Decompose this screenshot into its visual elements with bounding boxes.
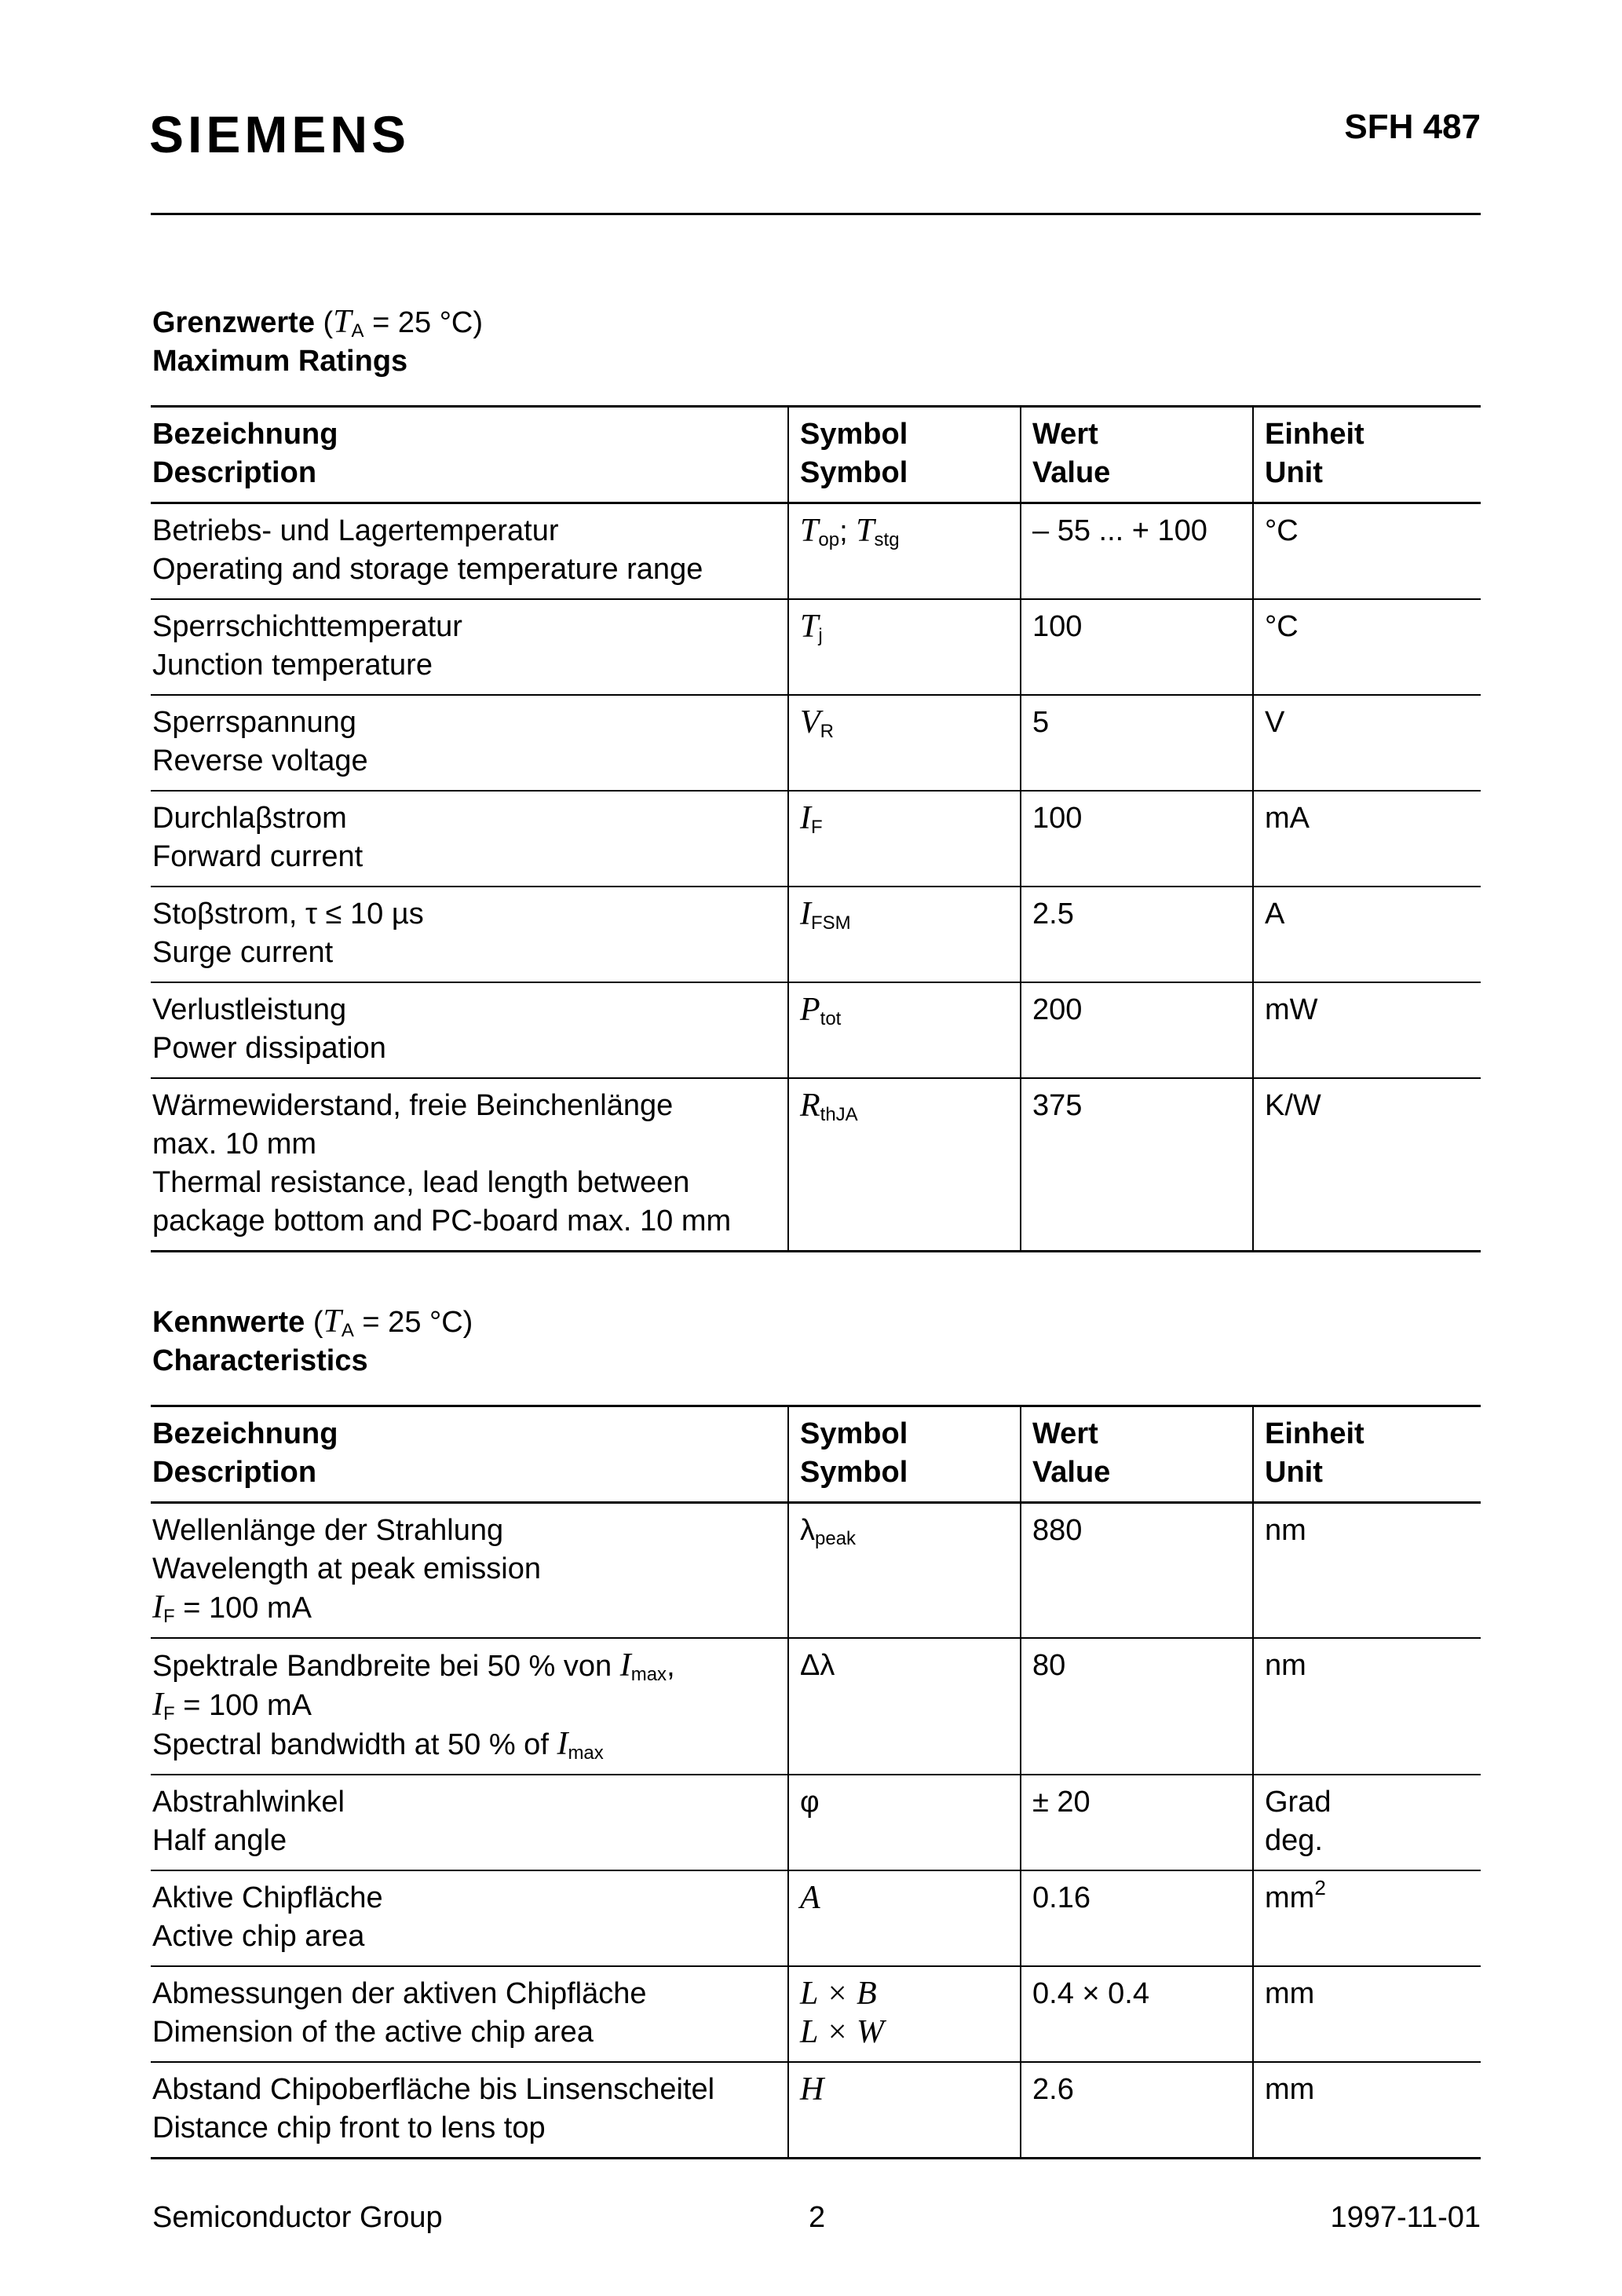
table-row: Aktive Chipfläche Active chip area A 0.16 $mm^2$ <box>151 1870 1481 1966</box>
col-value: Wert Value <box>1021 407 1253 503</box>
table-row: Abstand Chipoberfläche bis Linsenscheitel Distance chip front to lens top H 2.6 mm <box>151 2062 1481 2159</box>
col-description: Bezeichnung Description <box>152 1417 338 1489</box>
footer-page-number: 2 <box>809 2201 826 2234</box>
table-row: Stoβstrom, τ ≤ 10 µs Surge current $I_{FSM}$ 2.5 A <box>151 887 1481 982</box>
table-row: Abmessungen der aktiven Chipfläche Dimension of the active chip area L × B L × W 0.4 × 0.4 mm <box>151 1966 1481 2062</box>
table-row: Wellenlänge der Strahlung Wavelength at peak emission $I_F = 100$ mA $\lambda_{peak}$ 880 nm <box>151 1503 1481 1639</box>
col-symbol: Symbol Symbol <box>788 407 1021 503</box>
characteristics-table <box>151 1405 1481 2159</box>
table-row: Durchlaβstrom Forward current $I_F$ 100 mA <box>151 791 1481 887</box>
table-row: Betriebs- und Lagertemperatur Operating and storage temperature range $T_{op}$; $T_{stg}$ – 55 ... + 100 °C <box>151 503 1481 600</box>
footer-company: Semiconductor Group <box>152 2201 443 2234</box>
table-row: Sperrspannung Reverse voltage $V_R$ 5 V <box>151 695 1481 791</box>
col-unit: Einheit Unit <box>1253 1406 1481 1503</box>
characteristics-heading: Kennwerte ($T_A = 25$ °C) Characteristics <box>152 1303 473 1377</box>
max-ratings-table <box>151 405 1481 1252</box>
col-description: Bezeichnung Description <box>152 418 338 489</box>
header-rule <box>151 213 1481 215</box>
col-symbol: Symbol Symbol <box>788 1406 1021 1503</box>
col-unit: Einheit Unit <box>1253 407 1481 503</box>
table-header-row <box>151 1406 1481 1503</box>
table-row: Wärmewiderstand, freie Beinchenlänge max. 10 mm Thermal resistance, lead length between package bottom and PC-board max. 10 mm $R_{thJA}$ 375 K/W <box>151 1078 1481 1252</box>
table-row: Spektrale Bandbreite bei 50 % von $I_{max}$, $I_F = 100$ mA Spectral bandwidth at 50 % of $I_{max}$ Δλ 80 nm <box>151 1638 1481 1775</box>
part-number: SFH 487 <box>1344 108 1481 146</box>
max-ratings-heading: Grenzwerte ($T_A = 25$ °C) Maximum Ratings <box>152 304 483 378</box>
table-row: Sperrschichttemperatur Junction temperature $T_j$ 100 °C <box>151 599 1481 695</box>
table-row: Abstrahlwinkel Half angle φ ± 20 Grad deg. <box>151 1775 1481 1870</box>
table-row: Verlustleistung Power dissipation $P_{tot}$ 200 mW <box>151 982 1481 1078</box>
table-header-row <box>151 407 1481 503</box>
col-value: Wert Value <box>1021 1406 1253 1503</box>
siemens-logo: SIEMENS <box>149 105 411 163</box>
footer-date: 1997-11-01 <box>1330 2201 1481 2234</box>
